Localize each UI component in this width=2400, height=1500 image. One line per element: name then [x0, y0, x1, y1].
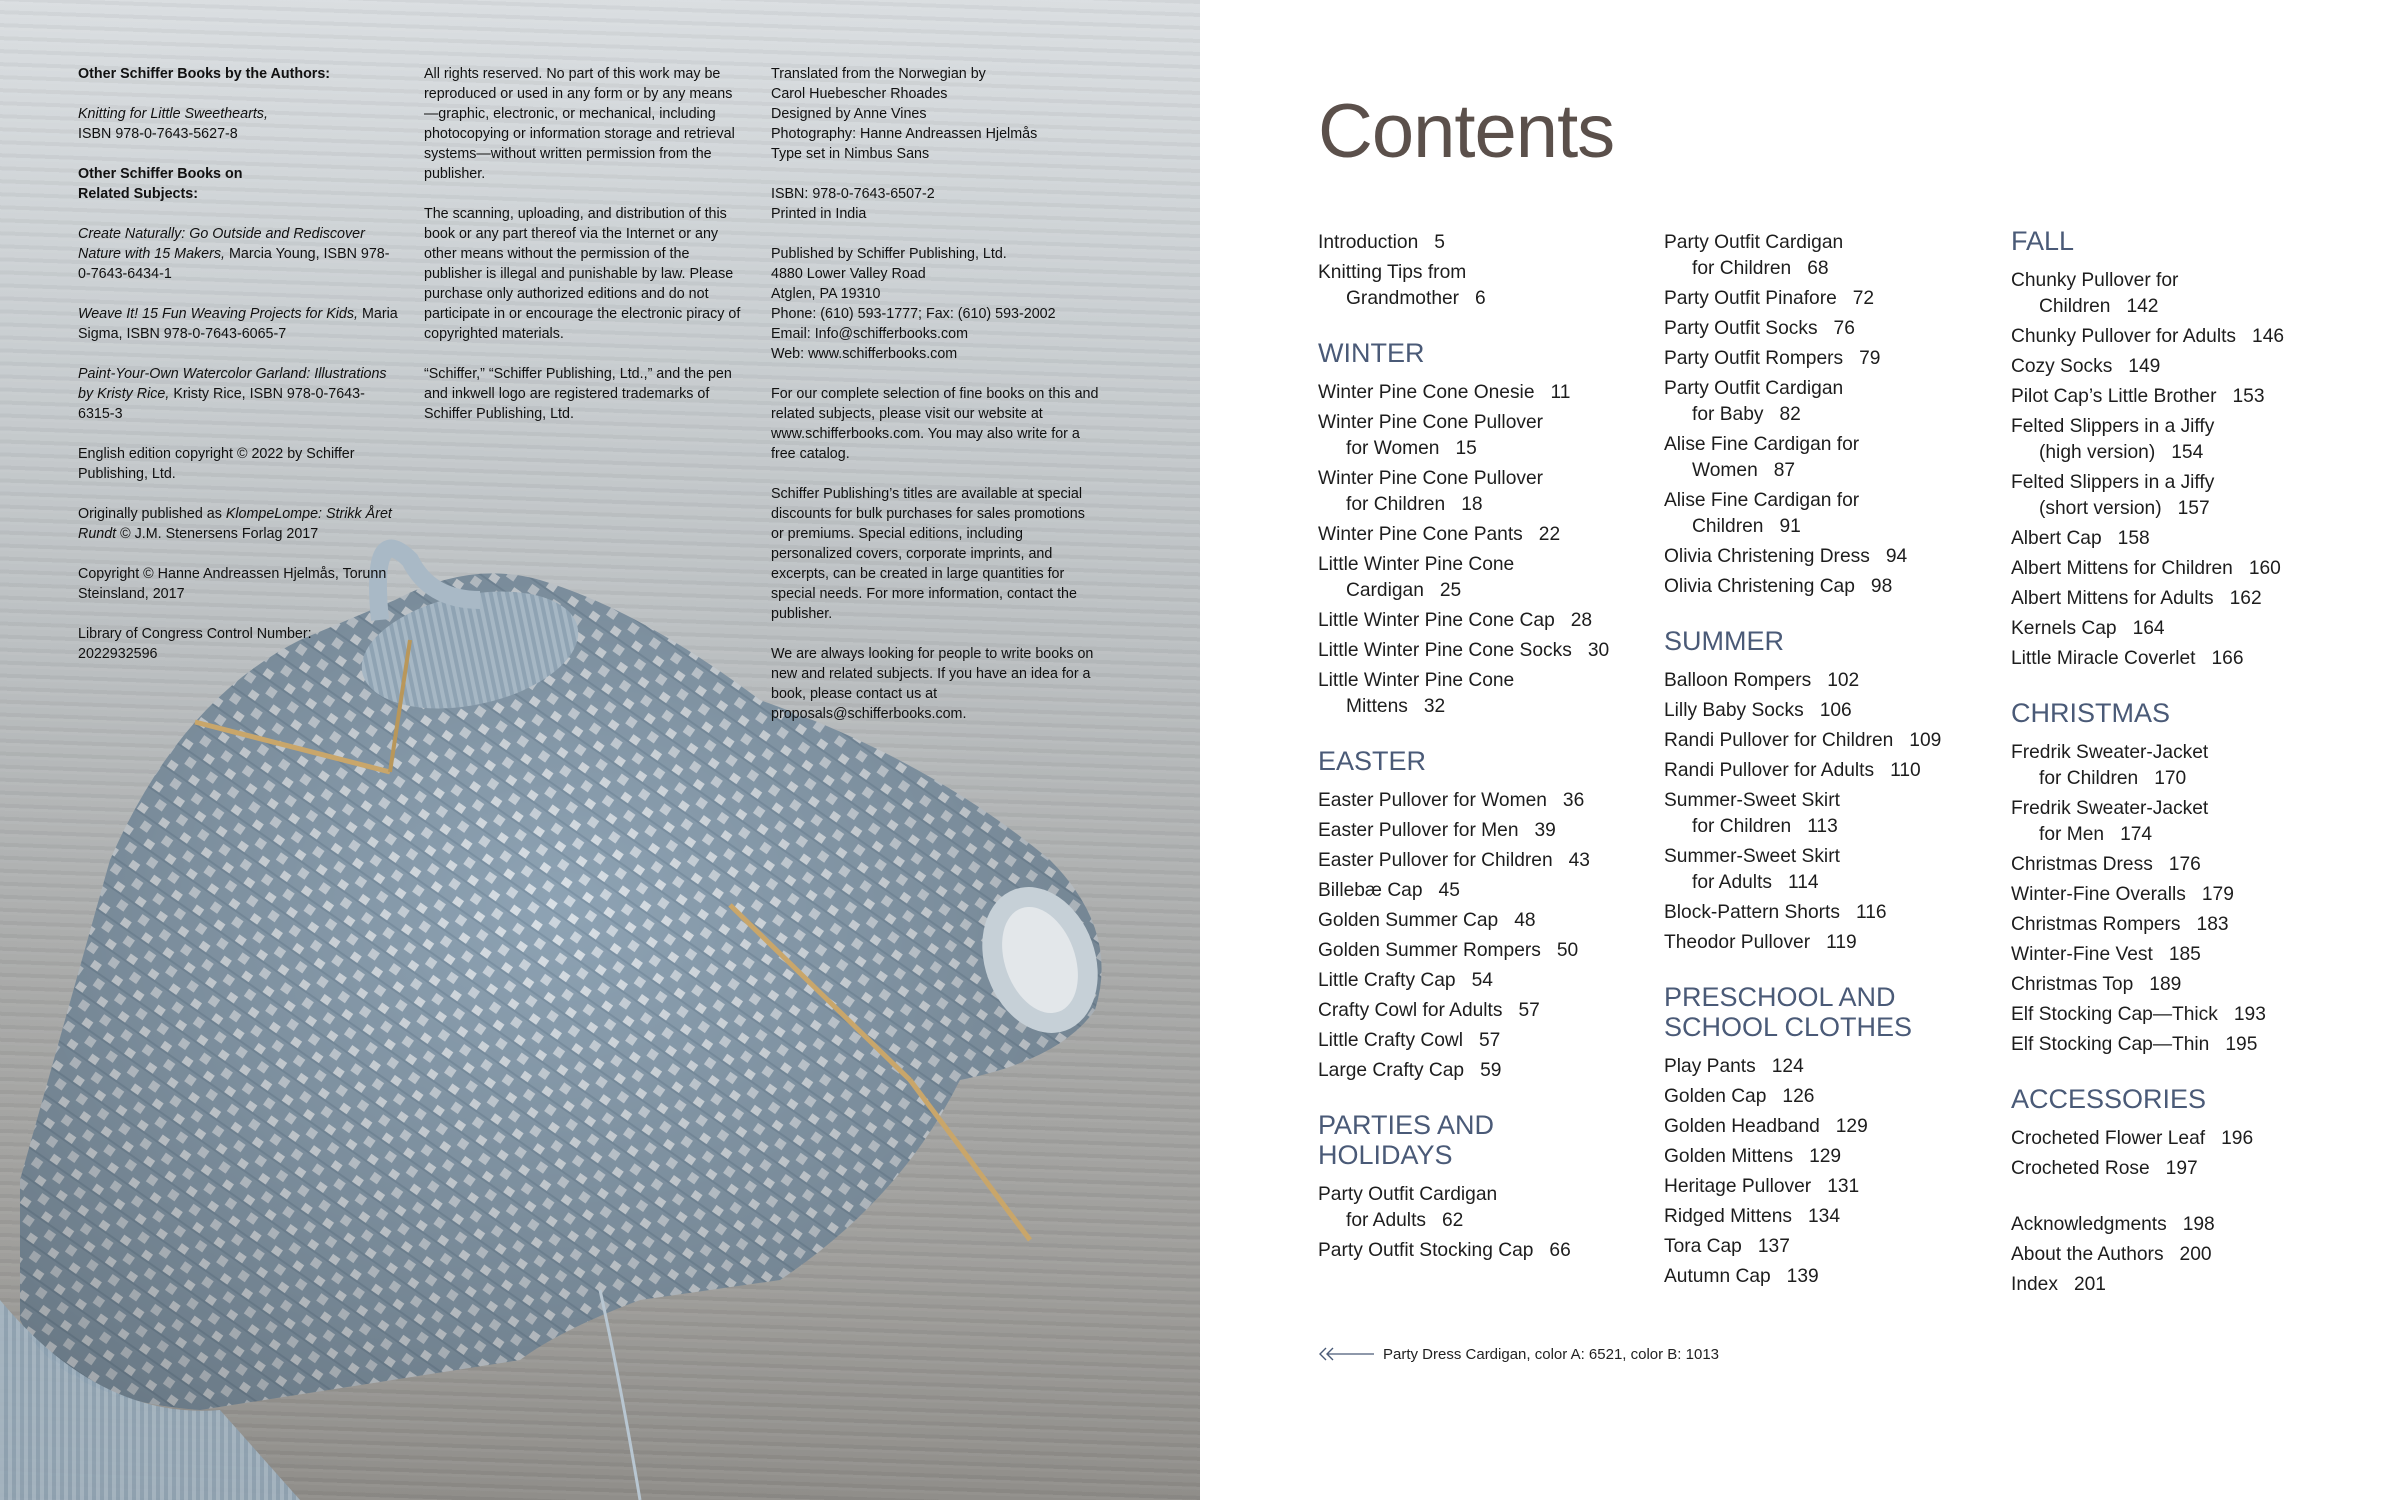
toc-entry-title: Felted Slippers in a Jiffy [2011, 472, 2215, 493]
toc-entry-title: Kernels Cap [2011, 618, 2117, 639]
toc-page-number: 146 [2252, 326, 2285, 347]
toc-section-line: PARTIES AND [1318, 1110, 1495, 1140]
toc-page-number: 139 [1786, 1266, 1819, 1287]
toc-entry[interactable] [2011, 264, 2351, 320]
toc-page-number: 176 [2168, 854, 2201, 875]
book-info: Maria Sigma, ISBN 978-0-7643-6065-7 [78, 306, 398, 342]
rights-paragraph: All rights reserved. No part of this work may be reproduced or used in any form or by any means—graphic, electronic, or mechanical, including photocopying or information storage and retrieval systems—without written permission from the publisher. [424, 66, 735, 182]
toc-entry-title: Little Crafty Cowl [1318, 1030, 1464, 1051]
credit-line: Type set in Nimbus Sans [771, 146, 930, 162]
publisher-line: 4880 Lower Valley Road [771, 266, 926, 282]
toc-entry-title: (high version) [2039, 442, 2156, 463]
toc-entry-title: Party Outfit Cardigan [1318, 1184, 1498, 1205]
toc-entry-title: Albert Mittens for Children [2011, 558, 2233, 579]
toc-page-number: 166 [2211, 648, 2244, 669]
toc-section-heading: FALL [2011, 226, 2075, 256]
toc-entry[interactable] [1664, 840, 1994, 896]
toc-entry-title: Lilly Baby Socks [1664, 700, 1804, 721]
toc-entry[interactable] [2011, 612, 2351, 642]
toc-entry-title: Grandmother [1346, 288, 1460, 309]
toc-section-heading: ACCESSORIES [2011, 1084, 2207, 1114]
toc-entry-title: Little Crafty Cap [1318, 970, 1456, 991]
publisher-line: Atglen, PA 19310 [771, 286, 881, 302]
toc-entry-title: Randi Pullover for Adults [1664, 760, 1875, 781]
toc-entry-title: Summer-Sweet Skirt [1664, 790, 1840, 811]
toc-section-line: PRESCHOOL AND [1664, 982, 1896, 1012]
toc-entry[interactable] [2011, 938, 2351, 968]
toc-page-number: 164 [2132, 618, 2165, 639]
toc-entry-title: for Men [2039, 824, 2105, 845]
toc-page-number: 57 [1518, 1000, 1540, 1021]
toc-page-number: 116 [1855, 902, 1887, 923]
toc-page-number: 174 [2120, 824, 2153, 845]
toc-entry[interactable] [2011, 968, 2351, 998]
toc-page-number: 126 [1782, 1086, 1815, 1107]
toc-entry[interactable] [1664, 694, 1994, 724]
toc-entry-title: Block-Pattern Shorts [1664, 902, 1840, 923]
toc-entry-title: Randi Pullover for Children [1664, 730, 1894, 751]
toc-entry-title: Women [1692, 460, 1758, 481]
toc-page-number: 134 [1807, 1206, 1840, 1227]
toc-page-number: 149 [2128, 356, 2161, 377]
toc-column-1 [1318, 226, 1648, 1264]
toc-page-number: 129 [1809, 1146, 1842, 1167]
toc-entry[interactable] [1664, 1200, 1994, 1230]
book-isbn: ISBN 978-0-7643-5627-8 [78, 126, 238, 142]
toc-entry[interactable] [2011, 410, 2351, 466]
toc-entry-title: Alise Fine Cardigan for [1664, 490, 1860, 511]
toc-page-number: 113 [1807, 816, 1838, 837]
toc-entry[interactable] [1318, 406, 1648, 462]
toc-entry-title: Felted Slippers in a Jiffy [2011, 416, 2215, 437]
toc-entry-title: Winter-Fine Vest [2011, 944, 2153, 965]
toc-entry[interactable] [1318, 1024, 1648, 1054]
toc-page-number: 201 [2073, 1274, 2106, 1295]
other-books-heading: Other Schiffer Books by the Authors: [78, 66, 331, 82]
toc-entry[interactable] [1664, 342, 1994, 372]
printed-in: Printed in India [771, 206, 867, 222]
toc-entry-title: Children [1692, 516, 1764, 537]
toc-page-number: 15 [1455, 438, 1477, 459]
toc-entry-title: Children [2039, 296, 2111, 317]
toc-entry[interactable] [1664, 664, 1994, 694]
toc-page-number: 76 [1833, 318, 1855, 339]
toc-entry[interactable] [1318, 634, 1648, 664]
toc-entry[interactable] [2011, 848, 2351, 878]
toc-page-number: 106 [1819, 700, 1852, 721]
english-copyright: English edition copyright © 2022 by Schiffer Publishing, Ltd. [78, 446, 355, 482]
toc-entry-title: Introduction [1318, 232, 1419, 253]
toc-page-number: 193 [2233, 1004, 2266, 1025]
toc-entry[interactable] [2011, 350, 2351, 380]
toc-entry[interactable] [1318, 844, 1648, 874]
toc-entry-title: Mittens [1346, 696, 1408, 717]
toc-entry-title: Crafty Cowl for Adults [1318, 1000, 1503, 1021]
toc-entry-title: Party Outfit Rompers [1664, 348, 1844, 369]
toc-entry[interactable] [1664, 1170, 1994, 1200]
toc-entry-title: Christmas Top [2011, 974, 2134, 995]
toc-entry-title: for Adults [1692, 872, 1772, 893]
toc-entry-title: (short version) [2039, 498, 2162, 519]
toc-entry-title: Easter Pullover for Women [1318, 790, 1547, 811]
toc-page-number: 142 [2126, 296, 2159, 317]
toc-entry[interactable] [2011, 1152, 2351, 1182]
toc-entry-title: for Women [1346, 438, 1440, 459]
toc-page-number: 179 [2201, 884, 2234, 905]
toc-page-number: 200 [2179, 1244, 2212, 1265]
toc-section-line: SCHOOL CLOTHES [1664, 1012, 1913, 1042]
toc-entry-title: Christmas Rompers [2011, 914, 2181, 935]
toc-entry[interactable] [1664, 226, 1994, 282]
publisher-line: Email: Info@schifferbooks.com [771, 326, 969, 342]
toc-entry[interactable] [2011, 998, 2351, 1028]
toc-entry-title: Golden Headband [1664, 1116, 1820, 1137]
toc-entry-title: Crocheted Rose [2011, 1158, 2150, 1179]
toc-entry[interactable] [1318, 904, 1648, 934]
credit-line: Designed by Anne Vines [771, 106, 927, 122]
toc-entry[interactable] [1664, 570, 1994, 600]
toc-entry-title: Winter Pine Cone Pullover [1318, 468, 1544, 489]
toc-page-number: 109 [1909, 730, 1942, 751]
toc-entry[interactable] [1318, 1054, 1648, 1084]
toc-entry[interactable] [2011, 878, 2351, 908]
credit-line: Photography: Hanne Andreassen Hjelmås [771, 126, 1038, 142]
toc-entry-title: Elf Stocking Cap—Thin [2011, 1034, 2210, 1055]
caption-text: Party Dress Cardigan, color A: 6521, color B: 1013 [1383, 1346, 1720, 1363]
toc-page-number: 45 [1438, 880, 1460, 901]
toc-entry-title: Olivia Christening Cap [1664, 576, 1855, 597]
toc-entry-title: Little Winter Pine Cone [1318, 670, 1515, 691]
copyright-column-2 [424, 64, 744, 444]
toc-column-3 [2011, 226, 2351, 1298]
toc-page-number: 36 [1562, 790, 1585, 811]
toc-entry-title: Ridged Mittens [1664, 1206, 1792, 1227]
toc-page-number: 18 [1461, 494, 1483, 515]
toc-page-number: 50 [1556, 940, 1579, 961]
toc-page-number: 94 [1885, 546, 1908, 567]
toc-entry-title: Golden Summer Rompers [1318, 940, 1541, 961]
toc-entry[interactable] [2011, 380, 2351, 410]
toc-entry-title: Index [2011, 1274, 2058, 1295]
toc-page-number: 28 [1570, 610, 1593, 631]
toc-page-number: 11 [1550, 382, 1571, 403]
toc-entry-title: Little Winter Pine Cone Cap [1318, 610, 1555, 631]
toc-entry[interactable] [1318, 548, 1648, 604]
publisher-line: Published by Schiffer Publishing, Ltd. [771, 246, 1007, 262]
toc-entry[interactable] [1318, 1234, 1648, 1264]
selection-paragraph: For our complete selection of fine books on this and related subjects, please visit our website at www.schifferbooks.com. You may also write for a free catalog. [771, 386, 1099, 462]
toc-entry-title: Albert Cap [2011, 528, 2102, 549]
toc-page-number: 5 [1434, 232, 1445, 253]
toc-page-number: 102 [1827, 670, 1860, 691]
toc-page-number: 32 [1423, 696, 1446, 717]
toc-entry-title: Pilot Cap’s Little Brother [2011, 386, 2217, 407]
toc-entry[interactable] [1664, 312, 1994, 342]
toc-entry-title: for Adults [1346, 1210, 1426, 1231]
toc-entry[interactable] [1664, 372, 1994, 428]
toc-entry-title: for Baby [1692, 404, 1764, 425]
toc-page-number: 79 [1859, 348, 1881, 369]
writers-paragraph: We are always looking for people to write books on new and related subjects. If you have an idea for a book, please contact us at proposals@schifferbooks.com. [771, 646, 1094, 722]
toc-page-number: 129 [1835, 1116, 1868, 1137]
toc-page-number: 59 [1480, 1060, 1502, 1081]
toc-page-number: 131 [1827, 1176, 1860, 1197]
toc-page-number: 72 [1852, 288, 1875, 309]
toc-section-heading: CHRISTMAS [2011, 698, 2171, 728]
toc-entry-title: Summer-Sweet Skirt [1664, 846, 1840, 867]
book-info: Kristy Rice, ISBN 978-0-7643-6315-3 [78, 386, 365, 422]
toc-entry-title: Little Winter Pine Cone [1318, 554, 1515, 575]
toc-entry[interactable] [2011, 792, 2351, 848]
toc-entry[interactable] [1664, 784, 1994, 840]
toc-page-number: 98 [1870, 576, 1893, 597]
toc-entry[interactable] [2011, 1028, 2351, 1058]
toc-page-number: 189 [2149, 974, 2182, 995]
toc-entry-title: Fredrik Sweater-Jacket [2011, 742, 2209, 763]
toc-entry[interactable] [1664, 1050, 1994, 1080]
toc-entry-title: Winter Pine Cone Onesie [1318, 382, 1535, 403]
toc-entry-title: Golden Mittens [1664, 1146, 1794, 1167]
toc-entry[interactable] [2011, 1208, 2351, 1238]
toc-page-number: 197 [2165, 1158, 2198, 1179]
toc-entry-title: Olivia Christening Dress [1664, 546, 1870, 567]
toc-entry[interactable] [1318, 814, 1648, 844]
toc-entry-title: Elf Stocking Cap—Thick [2011, 1004, 2218, 1025]
toc-entry-title: About the Authors [2011, 1244, 2164, 1265]
toc-entry[interactable] [1318, 376, 1648, 406]
toc-page-number: 198 [2182, 1214, 2215, 1235]
original-pub-pre: Originally published as [78, 506, 226, 522]
toc-spacer [2011, 1182, 2351, 1208]
book-title: Weave It! 15 Fun Weaving Projects for Kids, [78, 306, 358, 322]
toc-entry-title: for Children [1692, 258, 1792, 279]
toc-page-number: 158 [2117, 528, 2150, 549]
toc-entry[interactable] [2011, 1238, 2351, 1268]
loc-label: Library of Congress Control Number: [78, 626, 312, 642]
toc-entry-title: Party Outfit Cardigan [1664, 232, 1844, 253]
toc-page-number: 137 [1757, 1236, 1790, 1257]
toc-entry-title: for Children [1346, 494, 1446, 515]
toc-entry-title: Heritage Pullover [1664, 1176, 1812, 1197]
toc-entry-title: for Children [1692, 816, 1792, 837]
toc-entry[interactable] [1318, 874, 1648, 904]
toc-entry[interactable] [1664, 1080, 1994, 1110]
toc-entry[interactable] [1664, 428, 1994, 484]
toc-entry-title: Chunky Pullover for [2011, 270, 2179, 291]
toc-entry-title: Play Pants [1664, 1056, 1756, 1077]
toc-entry-title: Party Outfit Pinafore [1664, 288, 1837, 309]
toc-entry[interactable] [1664, 926, 1994, 956]
toc-page-number: 68 [1807, 258, 1829, 279]
toc-page-number: 87 [1773, 460, 1796, 481]
toc-entry[interactable] [1664, 1110, 1994, 1140]
toc-page-number: 160 [2248, 558, 2281, 579]
toc-entry[interactable] [2011, 642, 2351, 672]
toc-entry[interactable] [1664, 754, 1994, 784]
toc-entry-title: Cozy Socks [2011, 356, 2113, 377]
copyright-column-3 [771, 64, 1101, 744]
author-copyright: Copyright © Hanne Andreassen Hjelmås, Torunn Steinsland, 2017 [78, 566, 387, 602]
toc-entry[interactable] [1318, 934, 1648, 964]
toc-page-number: 119 [1826, 932, 1857, 953]
toc-page-number: 6 [1475, 288, 1486, 309]
toc-entry-title: Cardigan [1346, 580, 1424, 601]
toc-page-number: 30 [1587, 640, 1610, 661]
original-pub-post: © J.M. Stenersens Forlag 2017 [116, 526, 319, 542]
toc-page-number: 196 [2221, 1128, 2254, 1149]
publisher-line: Phone: (610) 593-1777; Fax: (610) 593-2002 [771, 306, 1056, 322]
toc-entry-title: Party Outfit Stocking Cap [1318, 1240, 1534, 1261]
toc-entry[interactable] [1664, 896, 1994, 926]
toc-page-number: 170 [2154, 768, 2187, 789]
toc-entry-title: Winter Pine Cone Pants [1318, 524, 1523, 545]
special-editions-paragraph: Schiffer Publishing’s titles are available at special discounts for bulk purchases for sales promotions or premiums. Special editions, including personalized covers, corporate imprints, and excerpts, can be created in large quantities for special needs. For more information, contact the publisher. [771, 486, 1085, 622]
trademark-paragraph: “Schiffer,” “Schiffer Publishing, Ltd.,” and the pen and inkwell logo are registered trademarks of Schiffer Publishing, Ltd. [424, 366, 732, 422]
toc-entry-title: Balloon Rompers [1664, 670, 1812, 691]
toc-entry[interactable] [1664, 1260, 1994, 1290]
toc-page-number: 195 [2225, 1034, 2258, 1055]
toc-entry-title: Party Outfit Socks [1664, 318, 1818, 339]
toc-entry[interactable] [1664, 484, 1994, 540]
toc-page-number: 22 [1538, 524, 1561, 545]
toc-entry[interactable] [2011, 466, 2351, 522]
publisher-line: Web: www.schifferbooks.com [771, 346, 958, 362]
toc-entry[interactable] [2011, 552, 2351, 582]
toc-entry-title: Christmas Dress [2011, 854, 2153, 875]
toc-section-line: HOLIDAYS [1318, 1140, 1453, 1170]
toc-entry-title: Theodor Pullover [1664, 932, 1811, 953]
related-heading-2: Related Subjects: [78, 186, 198, 202]
toc-entry[interactable] [1318, 226, 1648, 256]
original-title: KlompeLompe: Strikk Året Rundt [78, 506, 392, 542]
toc-page-number: 25 [1439, 580, 1462, 601]
book-title: Knitting for Little Sweethearts, [78, 106, 268, 122]
page-title: Contents [1318, 89, 1615, 174]
toc-entry[interactable] [1318, 518, 1648, 548]
toc-entry-title: Winter-Fine Overalls [2011, 884, 2186, 905]
toc-entry-title: Albert Mittens for Adults [2011, 588, 2214, 609]
toc-page-number: 183 [2196, 914, 2229, 935]
loc-number: 2022932596 [78, 646, 158, 662]
toc-section-heading: WINTER [1318, 338, 1425, 368]
toc-entry[interactable] [1318, 964, 1648, 994]
toc-page-number: 154 [2171, 442, 2204, 463]
toc-entry[interactable] [1664, 1230, 1994, 1260]
toc-page-number: 54 [1471, 970, 1493, 991]
toc-entry-title: Little Miracle Coverlet [2011, 648, 2196, 669]
piracy-paragraph: The scanning, uploading, and distribution of this book or any part thereof via the Internet or any other means without the permission of the publisher is illegal and punishable by law. Please purchase only authorized editions and do not participate in or encourage the electronic piracy of copyrighted materials. [424, 206, 741, 342]
toc-entry[interactable] [2011, 908, 2351, 938]
toc-entry-title: Chunky Pullover for Adults [2011, 326, 2237, 347]
toc-entry[interactable] [1664, 282, 1994, 312]
toc-page-number: 82 [1779, 404, 1801, 425]
toc-entry-title: Easter Pullover for Men [1318, 820, 1519, 841]
related-heading: Other Schiffer Books on [78, 166, 243, 182]
double-chevron-left-icon [1318, 1347, 1374, 1361]
toc-entry-title: Winter Pine Cone Pullover [1318, 412, 1544, 433]
toc-entry[interactable] [1664, 1140, 1994, 1170]
toc-page-number: 43 [1568, 850, 1590, 871]
toc-entry-title: Alise Fine Cardigan for [1664, 434, 1860, 455]
toc-entry[interactable] [1318, 604, 1648, 634]
toc-entry[interactable] [2011, 320, 2351, 350]
right-page-contents [1200, 0, 2400, 1500]
toc-entry-title: Golden Summer Cap [1318, 910, 1499, 931]
toc-entry-title: Crocheted Flower Leaf [2011, 1128, 2206, 1149]
toc-entry-title: for Children [2039, 768, 2139, 789]
toc-entry-title: Knitting Tips from [1318, 262, 1467, 283]
credit-line: Carol Huebescher Rhoades [771, 86, 948, 102]
toc-page-number: 124 [1771, 1056, 1804, 1077]
toc-entry[interactable] [2011, 1268, 2351, 1298]
toc-page-number: 39 [1534, 820, 1556, 841]
toc-entry[interactable] [2011, 522, 2351, 552]
toc-entry[interactable] [1318, 1178, 1648, 1234]
book-info: Marcia Young, ISBN 978-0-7643-6434-1 [78, 246, 390, 282]
toc-entry-title: Little Winter Pine Cone Socks [1318, 640, 1572, 661]
toc-entry-title: Acknowledgments [2011, 1214, 2167, 1235]
toc-section-heading [1664, 956, 1994, 1050]
toc-page-number: 62 [1442, 1210, 1464, 1231]
toc-entry-title: Easter Pullover for Children [1318, 850, 1553, 871]
toc-entry[interactable] [2011, 1122, 2351, 1152]
toc-page-number: 48 [1514, 910, 1536, 931]
toc-page-number: 162 [2229, 588, 2262, 609]
toc-entry-title: Tora Cap [1664, 1236, 1742, 1257]
toc-entry-title: Fredrik Sweater-Jacket [2011, 798, 2209, 819]
toc-entry-title: Billebæ Cap [1318, 880, 1423, 901]
toc-entry-title: Party Outfit Cardigan [1664, 378, 1844, 399]
toc-entry[interactable] [2011, 736, 2351, 792]
toc-page-number: 153 [2232, 386, 2265, 407]
toc-entry[interactable] [1318, 994, 1648, 1024]
toc-entry[interactable] [1318, 462, 1648, 518]
toc-page-number: 157 [2177, 498, 2210, 519]
credit-line: Translated from the Norwegian by [771, 66, 986, 82]
toc-entry-title: Autumn Cap [1664, 1266, 1771, 1287]
toc-entry[interactable] [1318, 664, 1648, 720]
toc-page-number: 66 [1549, 1240, 1571, 1261]
isbn: ISBN: 978-0-7643-6507-2 [771, 186, 935, 202]
toc-entry[interactable] [1318, 784, 1648, 814]
toc-page-number: 57 [1479, 1030, 1501, 1051]
toc-section-heading [1318, 1084, 1648, 1178]
toc-page-number: 185 [2168, 944, 2201, 965]
toc-page-number: 114 [1788, 872, 1819, 893]
toc-section-heading: EASTER [1318, 746, 1427, 776]
toc-entry-title: Large Crafty Cap [1318, 1060, 1465, 1081]
copyright-column-1 [78, 64, 398, 684]
toc-page-number: 91 [1779, 516, 1801, 537]
toc-entry[interactable] [2011, 582, 2351, 612]
toc-column-2 [1664, 226, 1994, 1290]
toc-entry[interactable] [1664, 724, 1994, 754]
toc-section-heading: SUMMER [1664, 626, 1784, 656]
book-title: Create Naturally: Go Outside and Rediscover Nature with 15 Makers, [78, 226, 365, 262]
book-title: Paint-Your-Own Watercolor Garland: Illustrations by Kristy Rice, [78, 366, 387, 402]
toc-page-number: 110 [1890, 760, 1921, 781]
toc-entry-title: Golden Cap [1664, 1086, 1767, 1107]
toc-entry[interactable] [1318, 256, 1648, 312]
toc-entry[interactable] [1664, 540, 1994, 570]
